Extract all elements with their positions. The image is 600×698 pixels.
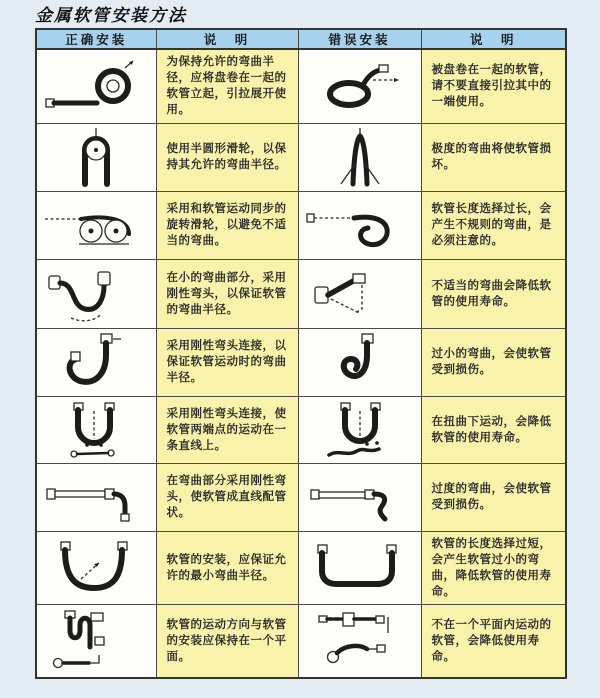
coiled-hose-direct-pull-icon [305,54,415,118]
wrong-illustration-cell [298,531,421,604]
correct-desc-text: 软管的安装，应保证允许的最小弯曲半径。 [166,553,287,582]
wrong-desc-cell [421,259,566,328]
wrong-illustration-cell [298,123,421,191]
correct-desc-cell [156,49,298,123]
correct-desc-cell [156,328,298,396]
wrong-desc-text: 极度的弯曲将使软管损坏。 [431,143,552,171]
wrong-illustration-cell [298,396,421,463]
rigid-elbow-at-small-bend-icon [41,263,151,325]
wrong-desc-text: 被盘卷在一起的软管，请不要直接引拉其中的一端使用。 [431,64,552,109]
wrong-illustration-cell [298,604,421,678]
straight-piping-rigid-elbow-icon [41,466,151,528]
correct-desc-text: 采用刚性弯头连接，以保证软管运动时的弯曲半径。 [166,340,287,384]
minimum-bend-radius-icon [41,537,151,599]
wrong-desc-cell [421,396,566,463]
wrong-desc-text: 不在一个平面内运动的软管，会降低使用寿命。 [431,618,552,663]
correct-desc-text: 使用半圆形滑轮，以保持其允许的弯曲半径。 [166,143,287,171]
correct-desc-text: 为保持允许的弯曲半径，应将盘卷在一起的软管立起，引拉展开使用。 [166,56,287,117]
wrong-illustration-cell [298,328,421,396]
correct-desc-text: 采用和软管运动同步的旋转滑轮，以避免不适当的弯曲。 [166,203,287,247]
wrong-desc-cell [421,49,566,123]
table-row [36,531,566,604]
wrong-desc-cell [421,191,566,259]
wrong-illustration-cell [298,49,421,123]
correct-desc-cell [156,463,298,531]
correct-illustration-cell [36,463,156,531]
synchronized-rotating-pulley-icon [41,194,151,256]
wrong-desc-cell [421,604,566,678]
wrong-desc-cell [421,531,566,604]
correct-desc-cell [156,191,298,259]
correct-illustration-cell [36,49,156,123]
header-row [36,29,566,49]
table-row [36,49,566,123]
wrong-desc-cell [421,123,566,191]
correct-desc-cell [156,396,298,463]
correct-desc-cell [156,123,298,191]
correct-illustration-cell [36,123,156,191]
correct-illustration-cell [36,328,156,396]
correct-desc-cell [156,604,298,678]
table-row [36,604,566,678]
table-row [36,123,566,191]
correct-desc-text: 软管的运动方向与软管的安装应保持在一个平面。 [166,618,287,663]
correct-desc-text: 采用刚性弯头连接，使软管两端点的运动在一条直线上。 [166,407,287,452]
too-small-bend-icon [305,331,415,393]
u-shape-straight-line-motion-icon [41,399,151,461]
table-row [36,191,566,259]
correct-illustration-cell [36,396,156,463]
wrong-desc-cell [421,328,566,396]
correct-illustration-cell [36,531,156,604]
semicircular-pulley-icon [41,126,151,188]
page-title: 金属软管安装方法 [35,6,187,25]
column-header-explanation-2: 说 明 [421,29,566,49]
table-row [36,396,566,463]
wrong-desc-text: 在扭曲下运动，会降低软管的使用寿命。 [431,415,552,444]
correct-desc-cell [156,259,298,328]
improper-bend-icon [305,263,415,325]
motion-in-same-plane-icon [41,609,151,673]
table-row [36,328,566,396]
motion-not-in-same-plane-icon [305,609,415,673]
installation-methods-table [35,28,567,679]
wrong-desc-text: 软管的长度选择过短，会产生软管过小的弯曲，降低软管的使用寿命。 [431,537,552,598]
wrong-desc-cell [421,463,566,531]
hose-too-short-icon [305,537,415,599]
wrong-illustration-cell [298,463,421,531]
column-header-wrong-install: 错误安装 [298,29,421,49]
wrong-illustration-cell [298,259,421,328]
correct-illustration-cell [36,191,156,259]
extreme-bend-icon [305,126,415,188]
wrong-desc-text: 不适当的弯曲会降低软管的使用寿命。 [431,279,552,308]
table-row [36,259,566,328]
correct-illustration-cell [36,259,156,328]
rigid-elbow-connection-icon [41,331,151,393]
hose-too-long-icon [305,194,415,256]
excessive-bend-icon [305,466,415,528]
wrong-illustration-cell [298,191,421,259]
column-header-explanation-1: 说 明 [156,29,298,49]
twisted-motion-icon [305,399,415,461]
wrong-desc-text: 软管长度选择过长，会产生不规则的弯曲，是必须注意的。 [431,203,552,247]
column-header-correct-install: 正确安装 [36,29,156,49]
correct-illustration-cell [36,604,156,678]
table-row [36,463,566,531]
wrong-desc-text: 过小的弯曲，会使软管受到损伤。 [431,348,552,376]
coiled-hose-upright-icon [41,54,151,118]
correct-desc-cell [156,531,298,604]
correct-desc-text: 在小的弯曲部分，采用刚性弯头，以保证软管的弯曲半径。 [166,271,287,316]
wrong-desc-text: 过度的弯曲，会使软管受到损伤。 [431,483,552,511]
correct-desc-text: 在弯曲部分采用刚性弯头，使软管成直线配管状。 [166,475,287,519]
